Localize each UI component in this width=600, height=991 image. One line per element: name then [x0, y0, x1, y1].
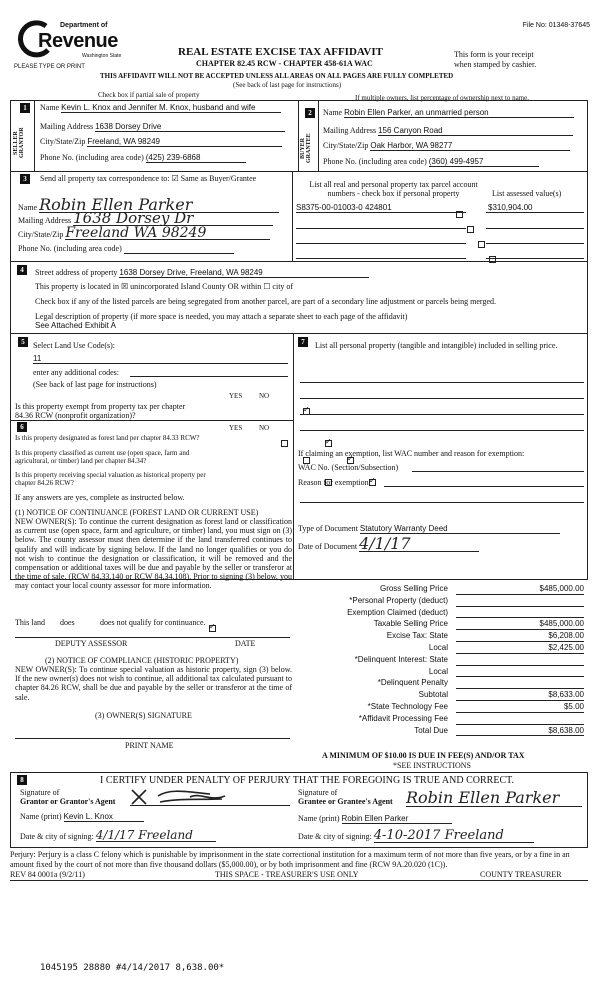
section-badge-3: 3: [20, 174, 30, 184]
tax-mailing-label: Mailing Address: [18, 216, 72, 225]
see-instructions: *SEE INSTRUCTIONS: [393, 761, 472, 770]
tax-row-value[interactable]: [456, 667, 584, 678]
receipt-note-2: when stamped by cashier.: [454, 60, 537, 69]
owner-signature-label: (3) OWNER(S) SIGNATURE: [95, 711, 192, 720]
logo-name: Revenue: [38, 30, 118, 52]
tax-row: [298, 584, 588, 596]
logo-state: Washington State: [82, 53, 122, 59]
section-badge-7: 7: [298, 337, 308, 347]
doc-type-field[interactable]: [298, 524, 560, 534]
please-type: PLEASE TYPE OR PRINT: [14, 64, 85, 70]
grantor-print-name: Kevin L. Knox: [64, 812, 144, 822]
grantee-date-field[interactable]: [298, 829, 534, 843]
tax-row: [298, 643, 588, 655]
personal-property-checkbox-1[interactable]: [456, 211, 463, 218]
tax-row-label: *Delinquent Interest: State: [354, 654, 448, 664]
tax-row: [298, 726, 588, 738]
doc-type-label: Type of Document: [298, 524, 358, 533]
buyer-city: Oak Harbor, WA 98277: [370, 141, 570, 151]
print-name-label: PRINT NAME: [125, 741, 174, 750]
seller-name: Kevin L. Knox and Jennifer M. Knox, husband and wife: [61, 103, 281, 113]
notice1-text: NEW OWNER(S): To continue the current designation as forest land or classification as current use (open space, farm and agriculture, or timber) land, you must sign on (3) below. The county assessor must then determine if the land transferred continues to qualify and will indicate by signing below. If the land no longer qualifies or you do not wish to continue the designation or classification, it will be removed and the compensation or additional taxes will be due and payable by the seller or transferor at the time of sale. (RCW 84.33.140 or RCW 84.34.108). Prior to signing (3) below, you may contact your local county assessor for more information.: [15, 517, 292, 591]
tax-row-value[interactable]: $485,000.00: [456, 619, 584, 630]
wac-no-label: WAC No. (Section/Subsection): [298, 463, 399, 472]
minimum-note: A MINIMUM OF $10.00 IS DUE IN FEE(S) AND/OR TAX: [322, 751, 525, 760]
tax-row-value[interactable]: $6,208.00: [456, 631, 584, 642]
tax-row-value[interactable]: $5.00: [456, 702, 584, 713]
notice1-title: (1) NOTICE OF CONTINUANCE (FOREST LAND OR CURRENT USE): [15, 508, 259, 517]
buyer-name-label: Name: [323, 108, 343, 117]
does-not-label: does not qualify for continuance.: [100, 618, 206, 627]
tax-row: [298, 667, 588, 679]
tax-row-value[interactable]: [456, 714, 584, 725]
seller-city-label: City/State/Zip: [40, 137, 86, 146]
doc-date-label: Date of Document: [298, 542, 358, 551]
cashier-stamp: 1045195 28880 #4/14/2017 8,638.00*: [40, 963, 225, 973]
personal-property-checkbox-2[interactable]: [467, 226, 474, 233]
tax-row-value[interactable]: [456, 678, 584, 689]
buyer-phone: (360) 499-4957: [429, 157, 539, 167]
multiple-owners-note: If multiple owners, list percentage of ownership next to name.: [355, 94, 529, 102]
legal-description: See Attached Exhibit A: [35, 321, 116, 330]
grantor-sig-label-2: Grantor or Grantor's Agent: [20, 797, 116, 806]
buyer-mailing-field[interactable]: [323, 126, 585, 136]
tax-city: Freeland WA 98249: [65, 227, 270, 240]
tax-name: Robin Ellen Parker: [39, 198, 279, 213]
partial-sale-label: Check box if partial sale of property: [98, 91, 200, 99]
buyer-phone-label: Phone No. (including area code): [323, 157, 427, 166]
tax-row: [298, 608, 588, 620]
grantor-date-label: Date & city of signing:: [20, 832, 94, 841]
seller-mailing-field[interactable]: [40, 122, 295, 132]
tax-row-label: Exemption Claimed (deduct): [347, 607, 448, 617]
street-address: 1638 Dorsey Drive, Freeland, WA 98249: [119, 268, 369, 278]
tax-mailing: 1638 Dorsey Dr: [73, 212, 273, 226]
tax-phone-label: Phone No. (including area code): [18, 244, 122, 253]
seller-phone-label: Phone No. (including area code): [40, 153, 144, 162]
grantor-signature-mark-icon: [130, 788, 290, 806]
parcel-header: List all real and personal property tax parcel account numbers - check box if personal property: [309, 180, 478, 198]
deputy-assessor-label: DEPUTY ASSESSOR: [55, 639, 128, 648]
forest-no-checkbox[interactable]: [325, 440, 332, 447]
historic-question: Is this property receiving special valuation as historical property per chapter 84.26 RCW?: [15, 471, 206, 487]
seller-side-label: SELLER GRANTOR: [13, 127, 25, 159]
buyer-mailing: 156 Canyon Road: [378, 126, 573, 136]
no-header-6: NO: [259, 424, 270, 432]
seller-mailing-label: Mailing Address: [40, 122, 94, 131]
receipt-note-1: This form is your receipt: [454, 50, 534, 59]
seller-phone-field[interactable]: [40, 153, 295, 163]
seller-name-field[interactable]: [40, 103, 295, 113]
tax-row-value[interactable]: [456, 655, 584, 666]
land-use-see-back: (See back of last page for instructions): [33, 380, 157, 389]
no-header: NO: [259, 392, 270, 400]
grantee-date-label: Date & city of signing:: [298, 832, 372, 841]
does-not-checkbox[interactable]: [209, 625, 216, 632]
yes-header-6: YES: [229, 424, 243, 432]
buyer-mailing-label: Mailing Address: [323, 126, 377, 135]
tax-row: [298, 714, 588, 726]
grantor-print-label: Name (print): [20, 812, 62, 821]
page-title: REAL ESTATE EXCISE TAX AFFIDAVIT: [178, 46, 383, 58]
personal-property-label: List all personal property (tangible and intangible) included in selling price.: [315, 341, 558, 350]
grantee-print-label: Name (print): [298, 814, 340, 823]
exemption-label: If claiming an exemption, list WAC number and reason for exemption:: [298, 449, 525, 458]
warning-text: THIS AFFIDAVIT WILL NOT BE ACCEPTED UNLESS ALL AREAS ON ALL PAGES ARE FULLY COMPLETED: [100, 72, 454, 80]
tax-row-label: *Affidavit Processing Fee: [358, 713, 448, 723]
tax-row-value[interactable]: $485,000.00: [456, 584, 584, 595]
seller-name-label: Name: [40, 103, 60, 112]
yes-header: YES: [229, 392, 243, 400]
buyer-name-field[interactable]: [323, 108, 585, 118]
tax-row-label: Local: [428, 643, 448, 652]
section-badge-5: 5: [18, 337, 28, 347]
tax-row: [298, 678, 588, 690]
tax-row-label: Excise Tax: State: [386, 631, 448, 641]
assessed-value: $310,904.00: [488, 203, 533, 212]
tax-row-label: Taxable Selling Price: [373, 619, 448, 629]
treasurer-only: THIS SPACE - TREASURER'S USE ONLY: [215, 870, 359, 879]
tax-city-field[interactable]: [18, 227, 288, 240]
section-badge-8: 8: [17, 775, 27, 785]
parcel-number: S8375-00-01003-0 424801: [296, 203, 392, 212]
grantor-print-field[interactable]: [20, 812, 144, 822]
tax-phone-field[interactable]: [18, 244, 288, 254]
tax-row: [298, 619, 588, 631]
tax-row: [298, 596, 588, 608]
grantee-signature[interactable]: Robin Ellen Parker: [406, 790, 582, 807]
buyer-city-label: City/State/Zip: [323, 141, 369, 150]
tax-row: [298, 655, 588, 667]
notice2-text: NEW OWNER(S): To continue special valuation as historic property, sign (3) below. If the new owner(s) does not wish to continue, all additional tax calculated pursuant to chapter 84.26 RCW, shall be due and payable by the seller or transferor at the time of sale.: [15, 665, 292, 702]
if-yes-note: If any answers are yes, complete as instructed below.: [15, 493, 185, 502]
tax-row-value[interactable]: [456, 608, 584, 619]
tax-row: [298, 631, 588, 643]
send-correspondence[interactable]: Send all property tax correspondence to: ☑ Same as Buyer/Grantee: [40, 174, 257, 183]
see-back: (See back of last page for instructions): [233, 81, 342, 89]
seller-mailing: 1638 Dorsey Drive: [95, 122, 285, 132]
current-use-question: Is this property classified as current use (open space, farm and agricultural, or timber) land per chapter 84.34?: [15, 449, 190, 465]
exempt-question: Is this property exempt from property tax per chapter 84.36 RCW (nonprofit organization)?: [15, 402, 186, 420]
tax-name-label: Name: [18, 203, 38, 212]
section-badge-4: 4: [17, 265, 27, 275]
tax-row-label: Local: [428, 666, 448, 676]
tax-row-value[interactable]: $8,633.00: [456, 690, 584, 701]
date-label: DATE: [235, 639, 256, 648]
buyer-phone-field[interactable]: [323, 157, 585, 167]
seller-city: Freeland, WA 98249: [87, 137, 282, 147]
buyer-city-field[interactable]: [323, 141, 585, 151]
tax-row-label: *State Technology Fee: [367, 702, 448, 711]
section-badge-2: 2: [305, 108, 315, 118]
tax-row-label: Subtotal: [418, 690, 448, 700]
this-land-label: This land: [15, 618, 45, 627]
rev-number: REV 84 0001a (9/2/11): [10, 870, 85, 879]
tax-mailing-field[interactable]: [18, 209, 288, 227]
perjury-notice: Perjury: Perjury is a class C felony which is punishable by imprisonment in the state correctional institution for a maximum term of not more than five years, or by a fine in an amount fixed by the court of not more than five thousand dollars ($5,000.00), or by both imprisonment and fine (RCW 9A.20.020 (1C)).: [10, 850, 570, 869]
grantee-sig-label-2: Grantee or Grantee's Agent: [298, 797, 393, 806]
land-use-code[interactable]: 11: [33, 354, 288, 364]
buyer-name: Robin Ellen Parker, an unmarried person: [344, 108, 574, 118]
grantee-date: 4-10-2017 Freeland: [374, 829, 534, 843]
segregated-text[interactable]: Check box if any of the listed parcels are being segregated from another parcel, are part of a secondary line adjustment or parcels being merged.: [35, 297, 496, 306]
tax-row-value[interactable]: $8,638.00: [456, 726, 584, 737]
grantee-print-field[interactable]: [298, 814, 452, 824]
tax-row-value[interactable]: $2,425.00: [456, 643, 584, 654]
forest-yes-checkbox[interactable]: [281, 440, 288, 447]
dor-logo: [16, 20, 126, 64]
grantor-date-field[interactable]: [20, 829, 216, 842]
section-badge-1: 1: [20, 103, 30, 113]
logo-dept: Department of: [60, 22, 108, 29]
seller-phone: (425) 239-6868: [146, 153, 246, 163]
tax-row: [298, 690, 588, 702]
buyer-side-label: BUYER GRANTEE: [300, 133, 312, 163]
tax-row-value[interactable]: [456, 596, 584, 607]
doc-date-field[interactable]: [298, 534, 479, 553]
personal-property-checkbox-3[interactable]: [478, 241, 485, 248]
tax-row-label: Gross Selling Price: [379, 584, 448, 593]
forest-question: Is this property designated as forest land per chapter 84.33 RCW?: [15, 434, 200, 442]
grantee-sig-label-1: Signature of: [298, 788, 338, 797]
does-label: does: [60, 618, 75, 627]
tax-row-label: *Delinquent Penalty: [377, 678, 448, 688]
reason-label: Reason for exemption:: [298, 478, 371, 487]
tax-row: [298, 702, 588, 714]
doc-date: 4/1/17: [359, 537, 479, 552]
notice2-title: (2) NOTICE OF COMPLIANCE (HISTORIC PROPERTY): [45, 656, 239, 665]
seller-city-field[interactable]: [40, 137, 295, 147]
section-badge-6: 6: [17, 422, 27, 432]
page-subtitle: CHAPTER 82.45 RCW - CHAPTER 458-61A WAC: [196, 59, 373, 68]
street-field[interactable]: [35, 268, 369, 278]
assessed-header: List assessed value(s): [492, 189, 562, 198]
location-text[interactable]: This property is located in ☒ unincorporated Island County OR within ☐ city of: [35, 282, 294, 291]
tax-row-label: Total Due: [414, 725, 448, 735]
file-number: File No: 01348-37645: [522, 22, 590, 29]
legal-label: Legal description of property (if more space is needed, you may attach a separate sheet to each page of the affidavit): [35, 312, 408, 321]
certify-statement: I CERTIFY UNDER PENALTY OF PERJURY THAT THE FOREGOING IS TRUE AND CORRECT.: [100, 775, 514, 786]
street-label: Street address of property: [35, 268, 118, 277]
county-treasurer: COUNTY TREASURER: [480, 870, 562, 879]
doc-type: Statutory Warranty Deed: [360, 524, 560, 534]
grantor-signature[interactable]: [130, 788, 290, 806]
tax-row-label: *Personal Property (deduct): [349, 595, 448, 605]
grantor-sig-label-1: Signature of: [20, 788, 60, 797]
tax-city-label: City/State/Zip: [18, 230, 64, 239]
grantee-print-name: Robin Ellen Parker: [342, 814, 452, 824]
grantor-date: 4/1/17 Freeland: [96, 829, 216, 842]
additional-codes: enter any additional codes:: [33, 368, 119, 377]
land-use-label: Select Land Use Code(s):: [33, 341, 115, 350]
